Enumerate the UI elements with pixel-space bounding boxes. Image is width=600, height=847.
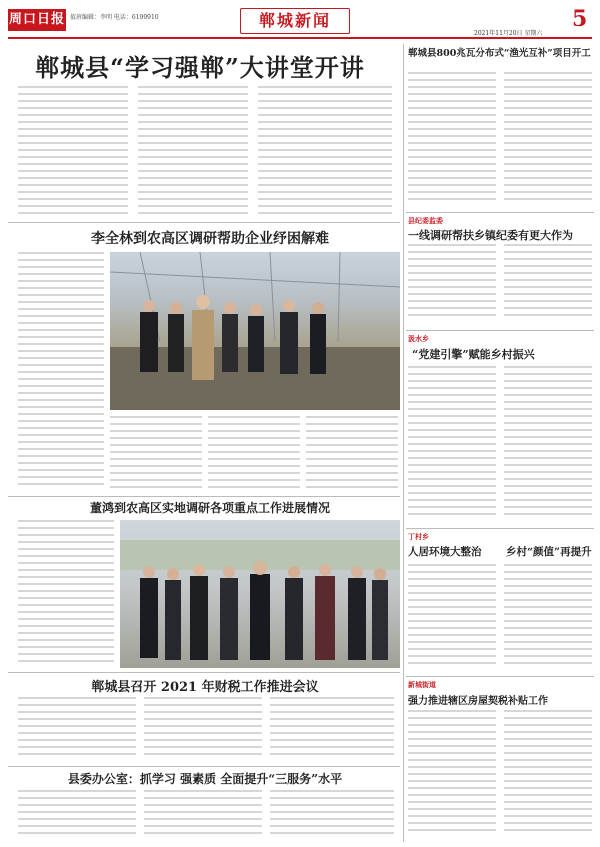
column-divider [403,44,404,842]
right-article-2-body-b [504,244,592,324]
article-3-body-col3 [270,697,394,763]
article-2-title: 董鸿到农高区实地调研各项重点工作进展情况 [89,501,330,515]
section-divider [406,528,594,529]
article-2-photo [120,520,400,668]
section-divider [8,222,400,223]
article-4-body-col2 [144,790,262,842]
article-body-col1 [18,86,128,216]
right-article-2-body-a [408,244,496,324]
article-3-body-col1 [18,697,136,763]
right-article-1-body-b [504,72,592,208]
right-article-6-title: 强力推进辖区房屋契税补贴工作 [408,696,548,707]
main-title: 郸城县“学习强郸”大讲堂开讲 [35,53,365,82]
masthead-editor-line: 值班编辑：李明 电话：6199910 [70,14,159,21]
article-1-title: 李全林到农高区调研帮助企业纾困解难 [91,231,329,247]
right-article-1-body-a [408,72,496,208]
newspaper-logo: 周口日报 [8,9,66,31]
right-article-6-body-a [408,710,496,842]
section-divider [406,330,594,331]
right-article-2-kicker: 县纪委监委 [408,216,443,225]
article-4-title: 县委办公室：抓学习 强素质 全面提升“三服务”水平 [67,772,343,786]
field-visit-scene [120,520,400,668]
right-article-2-title: 一线调研帮扶乡镇纪委有更大作为 [408,229,573,242]
article-3-body-col2 [144,697,262,763]
edition-label: 郸城新闻 [258,11,331,30]
right-article-3-body-a [408,366,496,522]
right-article-5-title: 乡村“颜值”再提升 [506,546,592,558]
right-article-4-kicker: 丁村乡 [408,532,429,541]
section-divider [8,496,400,497]
right-article-3-title: “党建引擎”赋能乡村振兴 [412,348,535,361]
page-number: 5 [572,6,588,32]
right-article-4-title: 人居环境大整治 [408,546,482,558]
article-1-body-col2 [110,416,202,492]
masthead-rule [8,37,592,39]
article-body-col2 [138,86,248,216]
section-divider [8,766,400,767]
section-divider [406,676,594,677]
article-body-col3 [258,86,392,216]
article-1-body-col3 [208,416,300,492]
right-article-4-body [408,564,496,672]
right-article-6-kicker: 新城街道 [408,680,436,689]
article-4-body-col3 [270,790,394,842]
article-2-body-left [18,520,114,668]
issue-date: 2021年11月20日 星期六 [474,30,543,37]
greenhouse-scene [110,252,400,410]
article-3-title: 郸城县召开 2021 年财税工作推进会议 [91,680,319,695]
right-article-5-body [504,564,592,672]
section-divider [8,672,400,673]
right-article-1-title: 郸城县800兆瓦分布式“渔光互补”项目开工 [408,48,591,59]
right-article-6-body-b [504,710,592,842]
article-1-photo [110,252,400,410]
article-4-body-col1 [18,790,136,842]
article-1-body-col4 [306,416,398,492]
right-article-3-kicker: 汲水乡 [408,334,429,343]
section-divider [406,212,594,213]
article-1-body-left [18,252,104,492]
edition-box [240,8,350,34]
right-article-3-body-b [504,366,592,522]
